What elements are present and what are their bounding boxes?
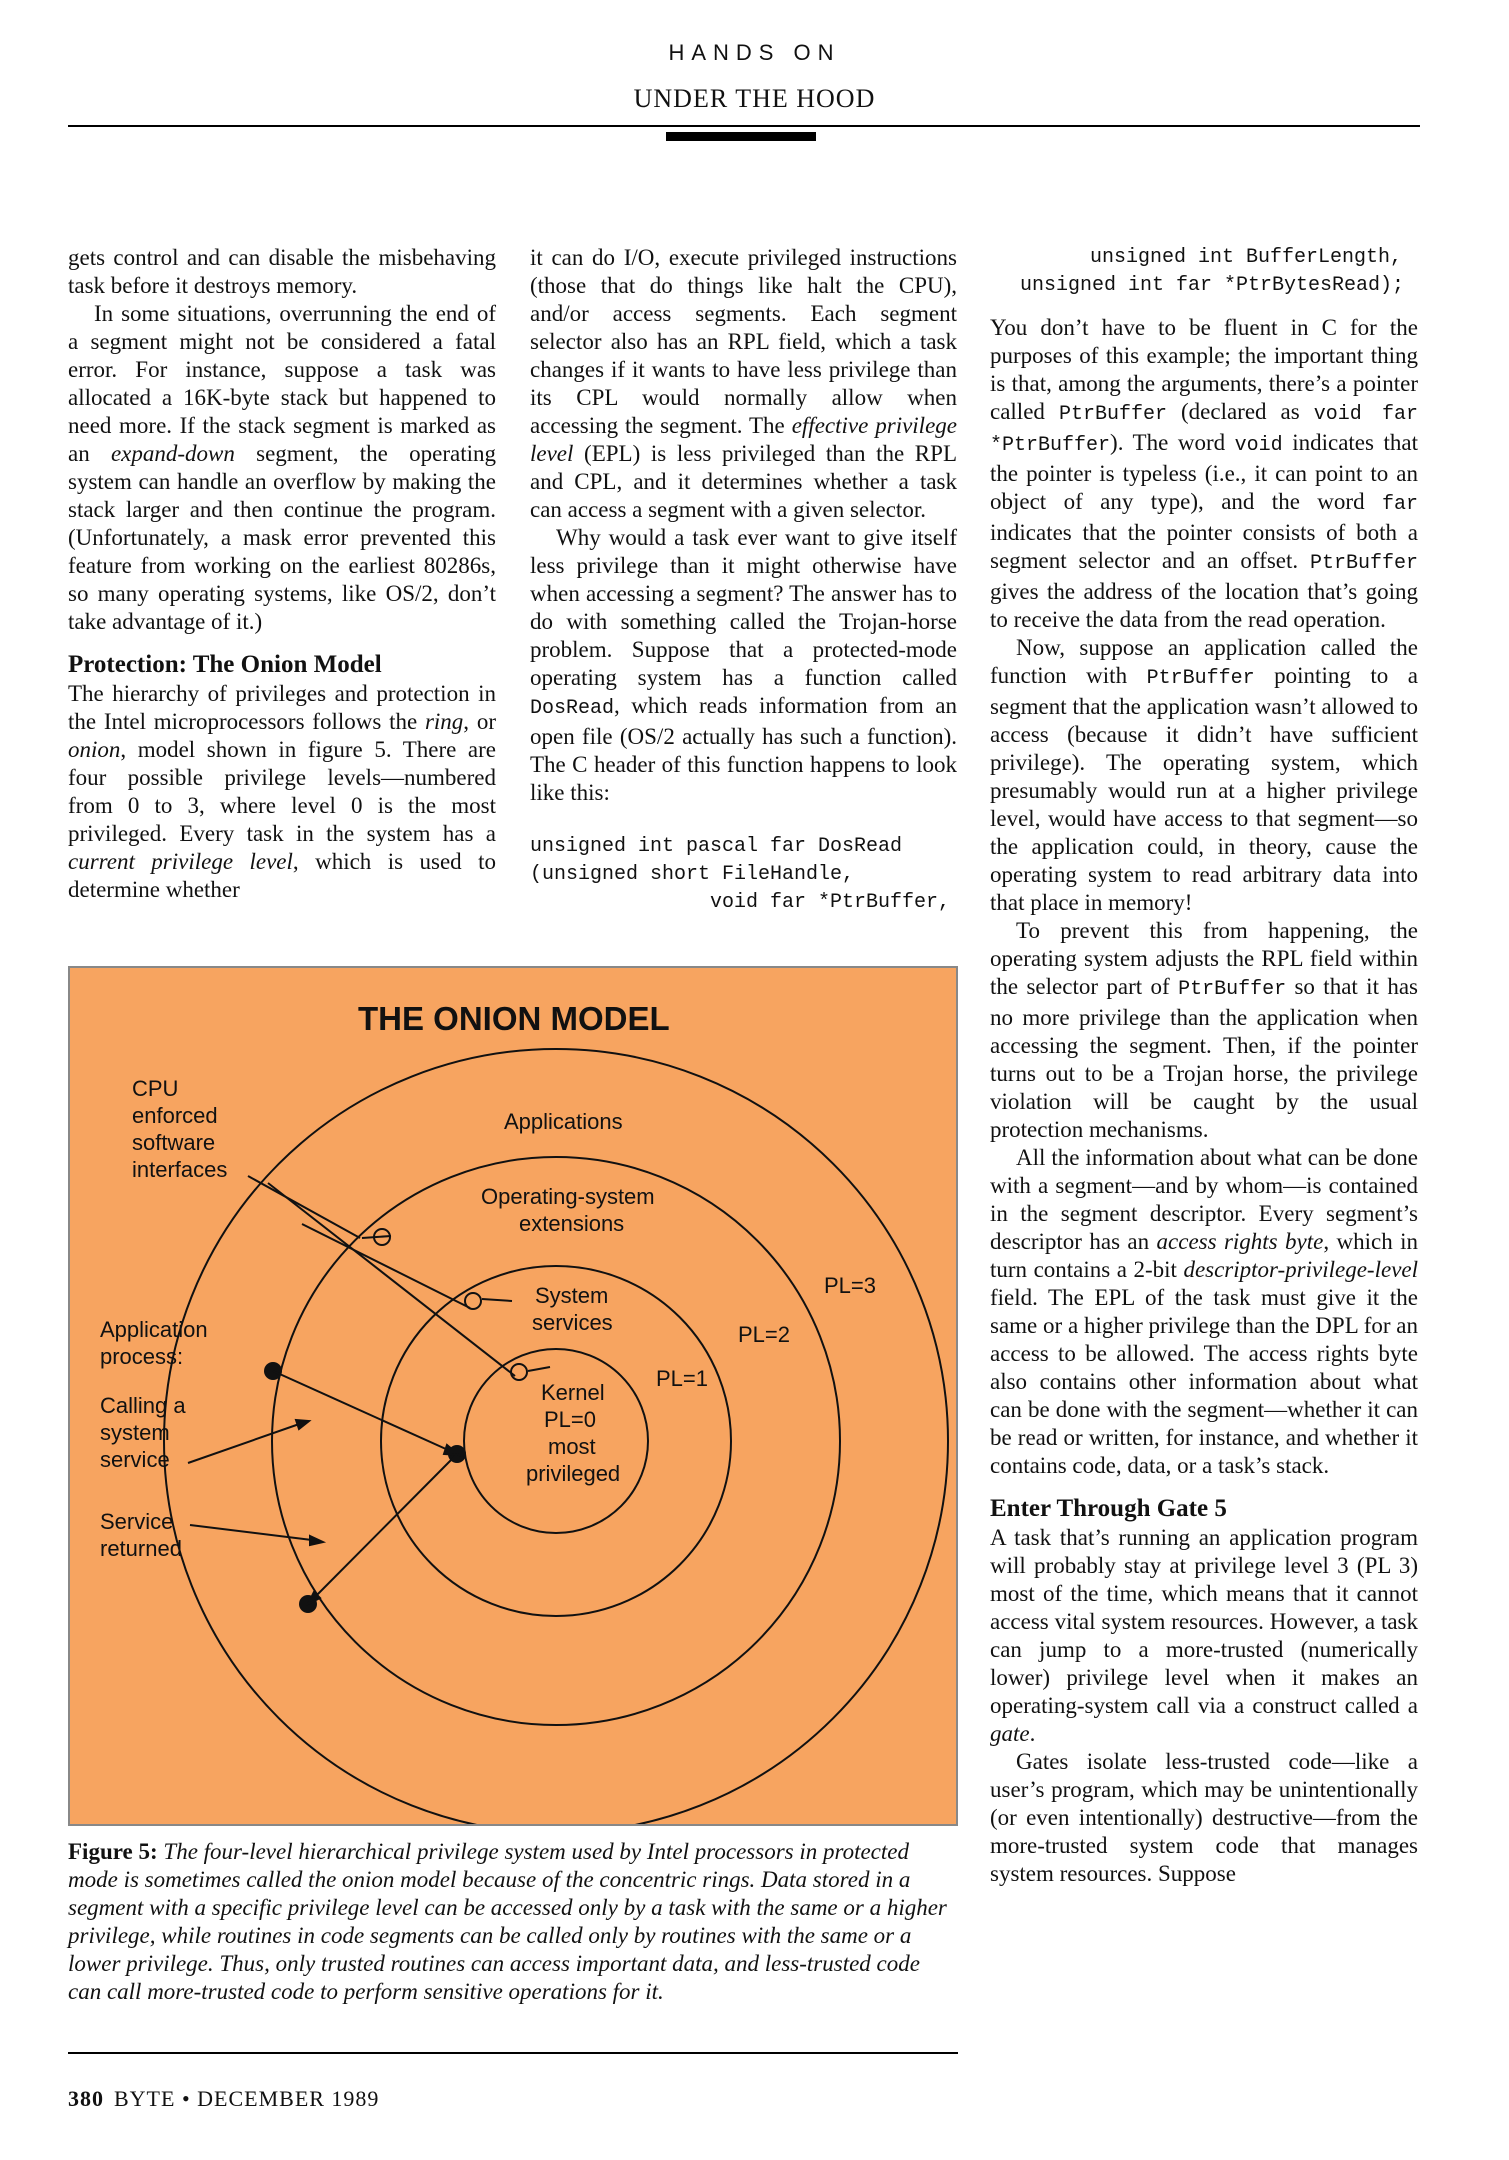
column-2 bbox=[530, 244, 957, 917]
svg-text:returned: returned bbox=[100, 1536, 182, 1561]
paragraph: Why would a task ever want to give itself less privilege than it might otherwise have when accessing a segment? The answer has to do with something called the Trojan-horse problem. Suppose that a protected-mode operating system has a function called DosRead, which reads information from an open file (OS/2 actually has such a function). The C header of this function happens to look like this: bbox=[530, 525, 957, 805]
paragraph: A task that’s running an application program will probably stay at privilege level 3 (PL 3) most of the time, which means that it cannot access vital system resources. However, a task can jump to a more-trusted (numerically lower) privilege level when it makes an operating-system call via a construct called a gate. bbox=[990, 1525, 1418, 1746]
paragraph: gets control and can disable the misbehaving task before it destroys memory. bbox=[68, 245, 496, 298]
section-title: UNDER THE HOOD bbox=[633, 84, 876, 113]
svg-text:Application: Application bbox=[100, 1317, 208, 1342]
kicker: HANDS ON bbox=[668, 40, 841, 65]
service-returned-label bbox=[100, 1509, 182, 1561]
ring-label-applications: Applications bbox=[504, 1109, 623, 1134]
page-number: 380 bbox=[68, 2086, 104, 2111]
column-1 bbox=[68, 244, 496, 904]
gate-circle-pl2 bbox=[465, 1293, 481, 1309]
paragraph: All the information about what can be done with a segment—and by whom—is contained in the segment descriptor. Every segment’s descriptor has an access rights byte, which in turn contains a 2-bit descriptor-privilege-level field. The EPL of the task must give it the same or a higher privilege than the DPL for an access to be allowed. The access rights byte also contains other information about what can be done with the segment—whether it can be read or written, for instance, and whether it contains code, data, or a task’s stack. bbox=[990, 1145, 1418, 1478]
pl1-label: PL=1 bbox=[656, 1366, 708, 1391]
svg-text:CPU: CPU bbox=[132, 1076, 179, 1101]
onion-diagram bbox=[70, 968, 956, 1824]
svg-text:System: System bbox=[535, 1283, 609, 1308]
gate-circle-pl1 bbox=[511, 1364, 527, 1380]
svg-text:most: most bbox=[548, 1434, 596, 1459]
caption-rule bbox=[68, 2052, 958, 2054]
svg-text:software: software bbox=[132, 1130, 216, 1155]
svg-text:system: system bbox=[100, 1420, 170, 1445]
ring-label-kernel bbox=[526, 1380, 620, 1486]
code-line: unsigned int far *PtrBytesRead); bbox=[1020, 274, 1405, 297]
code-line: unsigned int BufferLength, bbox=[1090, 246, 1403, 269]
svg-text:service: service bbox=[100, 1447, 170, 1472]
page-footer bbox=[68, 2086, 379, 2112]
paragraph: The hierarchy of privileges and protection in the Intel microprocessors follows the ring, or onion, model shown in figure 5. There are four possible privilege levels—numbered from 0 to 3, where level 0 is the most privileged. Every task in the system has a current privilege level, which is used to determine whether bbox=[68, 681, 496, 902]
column-3 bbox=[990, 244, 1418, 1888]
svg-text:privileged: privileged bbox=[526, 1461, 621, 1486]
svg-text:Operating-system: Operating-system bbox=[481, 1184, 655, 1209]
ring-label-os-extensions bbox=[481, 1184, 655, 1236]
paragraph: Now, suppose an application called the function with PtrBuffer pointing to a segment that the application wasn’t allowed to access (because it didn’t have sufficient privilege). The operating system, which presumably would run at a higher privilege level, would have access to that segment—so the application could, in theory, cause the operating system to read arbitrary data into that place in memory! bbox=[990, 635, 1418, 915]
onion-model-figure bbox=[68, 966, 958, 1826]
svg-text:Kernel: Kernel bbox=[541, 1380, 605, 1405]
svg-text:PL=0: PL=0 bbox=[544, 1407, 596, 1432]
application-process-label bbox=[100, 1317, 208, 1369]
paragraph: In some situations, overrunning the end of a segment might not be considered a fatal error. For instance, suppose a task was allocated a 16K-byte stack but happened to need more. If the stack segment is marked as an expand-down segment, the operating system can handle an overflow by making the stack larger and then continue the program. (Unfortunately, a mask error prevented this feature from working on the earliest 80286s, so many operating systems, like OS/2, don’t take advantage of it.) bbox=[68, 301, 496, 634]
paragraph: Gates isolate less-trusted code—like a user’s program, which may be unintentionally (or even intentionally) destructive—from the more-trusted system code that manages system resources. Suppose bbox=[990, 1749, 1418, 1886]
pl3-label: PL=3 bbox=[824, 1273, 876, 1298]
svg-text:Calling a: Calling a bbox=[100, 1393, 186, 1418]
svg-text:enforced: enforced bbox=[132, 1103, 218, 1128]
svg-text:process:: process: bbox=[100, 1344, 184, 1369]
code-line: (unsigned short FileHandle, bbox=[530, 863, 855, 886]
header-rule bbox=[68, 125, 1420, 127]
paragraph: it can do I/O, execute privileged instructions (those that do things like halt the CPU), and/or access segments. Each segment selector also has an RPL field, which a task changes if it wants to have less privilege than its CPL would normally allow when accessing the segment. The effective privilege level (EPL) is less privileged than the RPL and CPL, and it determines whether a task can access a segment with a given selector. bbox=[530, 245, 957, 522]
cpu-label bbox=[132, 1076, 227, 1182]
figure-caption: Figure 5: The four-level hierarchical privilege system used by Intel processors in protected mode is sometimes called the onion model because of the concentric rings. Data stored in a segment with a specific privilege level can be accessed only by a task with the same or a higher privilege, while routines in code segments can be called only by routines with the same or a lower privilege. Thus, only trusted routines can access important data, and less-trusted code can call more-trusted code to perform sensitive operations for it. bbox=[68, 1839, 947, 2004]
figure-title: THE ONION MODEL bbox=[358, 1000, 670, 1037]
paragraph: You don’t have to be fluent in C for the purposes of this example; the important thing is that, among the arguments, there’s a pointer called PtrBuffer (declared as void far *PtrBuffer). The word void indicates that the pointer is typeless (i.e., it can point to an object of any type), and the word far indicates that the pointer consists of both a segment selector and an offset. PtrBuffer gives the address of the location that’s going to receive the data from the read operation. bbox=[990, 315, 1419, 632]
calling-service-label bbox=[100, 1393, 186, 1472]
ring-label-system-services bbox=[532, 1283, 613, 1335]
code-line: void far *PtrBuffer, bbox=[710, 891, 951, 914]
svg-text:extensions: extensions bbox=[519, 1211, 625, 1236]
publication: BYTE • DECEMBER 1989 bbox=[114, 2086, 380, 2111]
header-rule-bar bbox=[666, 132, 816, 141]
svg-text:Service: Service bbox=[100, 1509, 174, 1534]
pl2-label: PL=2 bbox=[738, 1322, 790, 1347]
paragraph: To prevent this from happening, the operating system adjusts the RPL field within the selector part of PtrBuffer so that it has no more privilege than the application when accessing the segment. Then, if the pointer turns out to be a Trojan horse, the privilege violation will be caught by the usual protection mechanisms. bbox=[990, 918, 1418, 1142]
svg-text:services: services bbox=[532, 1310, 613, 1335]
section-heading: Enter Through Gate 5 bbox=[990, 1495, 1227, 1522]
call-arrows bbox=[188, 1371, 459, 1604]
section-heading: Protection: The Onion Model bbox=[68, 651, 382, 678]
code-line: unsigned int pascal far DosRead bbox=[530, 835, 903, 858]
svg-text:interfaces: interfaces bbox=[132, 1157, 228, 1182]
